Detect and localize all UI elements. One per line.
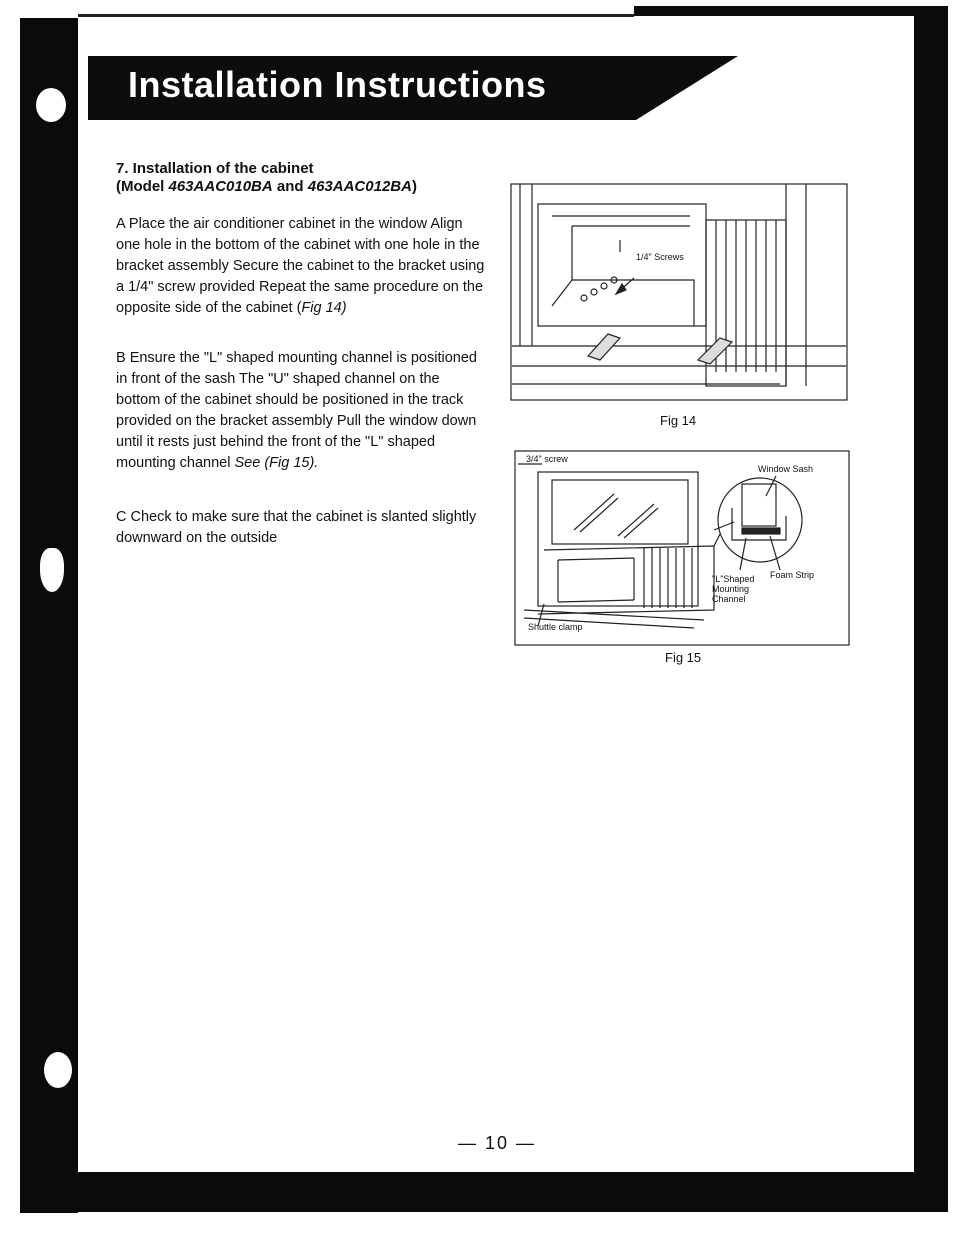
scan-border-right bbox=[914, 6, 948, 1212]
step-c bbox=[116, 507, 486, 549]
scan-border-bottom bbox=[20, 1172, 948, 1212]
step-a-text: A Place the air conditioner cabinet in the window Align one hole in the bottom of the cabinet with one hole in the bracket assembly Secure the cabinet to the bracket using a 1/4" screw provided Repeat the same procedure on the opposite side of the cabinet ( bbox=[116, 216, 485, 316]
binder-hole-icon bbox=[36, 88, 66, 122]
fig15-label-foam-strip: Foam Strip bbox=[770, 570, 815, 580]
figure-14-caption: Fig 14 bbox=[660, 413, 697, 428]
figure-15 bbox=[514, 450, 850, 646]
step-b bbox=[116, 348, 486, 474]
step-b-text: B Ensure the "L" shaped mounting channel is positioned in front of the sash The "U" shaped channel on the bottom of the cabinet should be positioned in the track provided on the bracket assembly Pull the window down until it rests just behind the front of the "L" shaped mounting channel bbox=[116, 350, 477, 471]
step-a-fig-ref: Fig 14) bbox=[301, 300, 347, 316]
page-number: — 10 — bbox=[458, 1133, 537, 1153]
scan-border-left bbox=[20, 18, 78, 1213]
page-title: Installation Instructions bbox=[128, 64, 547, 105]
fig15-label-mounting: Mounting bbox=[712, 584, 750, 594]
fig15-label-l-shaped: "L"Shaped bbox=[712, 574, 755, 584]
section-installation-cabinet bbox=[116, 160, 486, 546]
fig15-label-window-sash: Window Sash bbox=[758, 464, 814, 474]
fig15-label-channel: Channel bbox=[712, 594, 746, 604]
figure-15-caption: Fig 15 bbox=[665, 650, 702, 665]
scan-top-line bbox=[78, 14, 634, 17]
fig15-label-shuttle-clamp: Shuttle clamp bbox=[528, 622, 583, 632]
fig14-label-screws: 1/4" Screws bbox=[636, 252, 684, 262]
figure-14-drawing bbox=[510, 176, 848, 402]
fig15-label-screw: 3/4" screw bbox=[526, 454, 568, 464]
scan-border-top bbox=[634, 6, 948, 16]
model-prefix: (Model bbox=[116, 178, 169, 195]
model-suffix: ) bbox=[411, 178, 417, 195]
header-banner bbox=[88, 56, 738, 120]
model-and: and bbox=[272, 178, 308, 195]
figure-14 bbox=[510, 176, 848, 402]
section-heading: 7. Installation of the cabinet bbox=[116, 160, 314, 177]
model-number-1: 463AAC010BA bbox=[168, 178, 273, 195]
step-a bbox=[116, 214, 486, 319]
model-line bbox=[116, 178, 486, 196]
binder-hole-icon bbox=[40, 548, 64, 592]
model-number-2: 463AAC012BA bbox=[307, 178, 412, 195]
fig15-label-l-channel bbox=[712, 574, 754, 604]
figure-15-drawing bbox=[514, 450, 850, 646]
step-c-text: C Check to make sure that the cabinet is slanted slightly downward on the outside bbox=[116, 509, 477, 546]
binder-hole-icon bbox=[44, 1052, 72, 1088]
step-b-fig-ref: See (Fig 15). bbox=[234, 455, 319, 471]
